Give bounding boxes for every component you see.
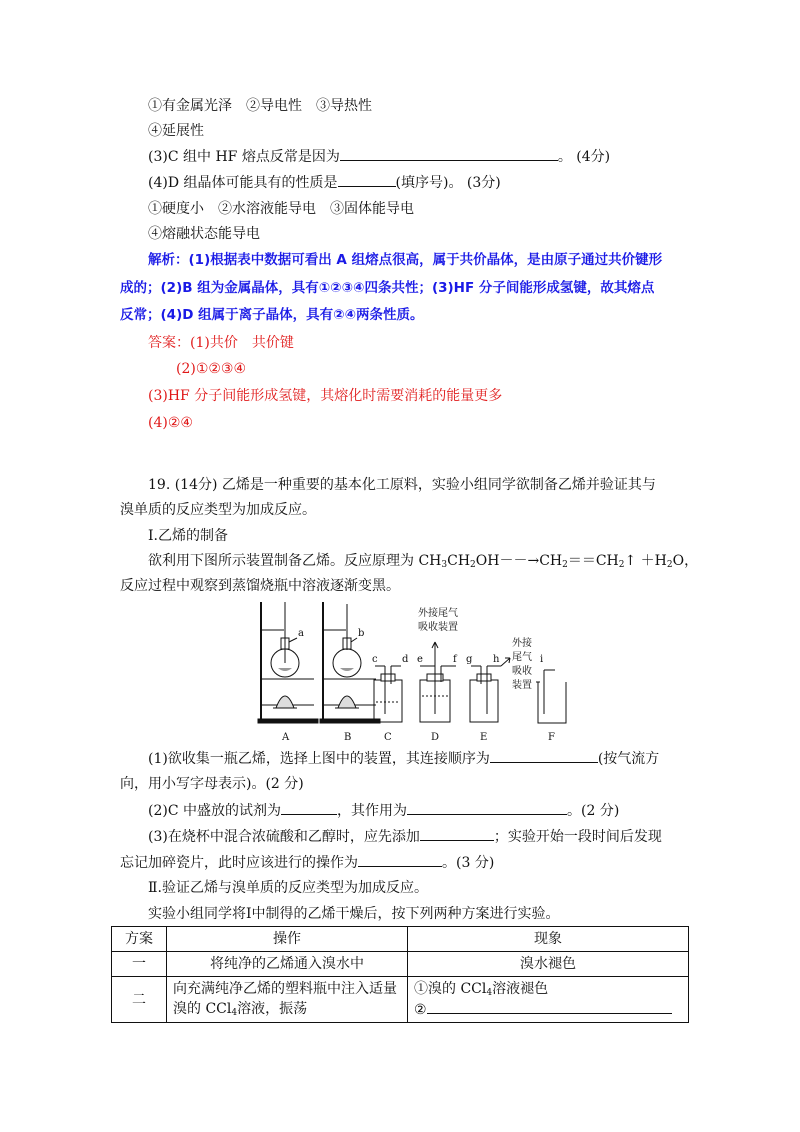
table-cell-text: 溴的 CCl (173, 1001, 232, 1017)
table-cell: 溴水褪色 (408, 952, 689, 977)
part-2-intro: 实验小组同学将Ⅰ中制得的乙烯干燥后，按下列两种方案进行实验。 (148, 906, 560, 922)
answer-blank (338, 172, 396, 187)
sub-question-3-text: (3)在烧杯中混合浓硫酸和乙醇时，应先添加 (148, 829, 420, 845)
reaction-arrow: －－→ (499, 553, 540, 569)
question-3 (148, 146, 610, 167)
answer-line-2: (2)①②③④ (176, 361, 247, 377)
sub-question-2-text-mid: ，其作用为 (337, 803, 407, 819)
answer-line-4: (4)②④ (148, 415, 193, 431)
sub-question-3 (148, 826, 662, 847)
answer-blank (281, 800, 337, 815)
table-cell: 二 (112, 977, 167, 1023)
answer-blank (427, 999, 672, 1014)
apparatus-f (536, 670, 566, 723)
reaction-principle: 欲利用下图所示装置制备乙烯。反应原理为 $CH_3CH_2OH--\to CH_2==CH_2↑ +H_2O$， (148, 553, 699, 570)
label-f: f (453, 654, 457, 665)
table-cell-line: 向充满纯净乙烯的塑料瓶中注入适量 (173, 981, 397, 997)
principle-text: O， (672, 553, 699, 569)
question-3-text: (3)C 组中 HF 熔点反常是因为 (148, 149, 340, 165)
table-cell (167, 977, 408, 1023)
caption-f: F (548, 732, 555, 743)
table-cell-text: 溶液，振荡 (237, 1001, 308, 1017)
part-1-title: Ⅰ.乙烯的制备 (148, 528, 228, 544)
tail-gas-label-2: 外接 (512, 638, 532, 649)
table-cell: 将纯净的乙烯通入溴水中 (167, 952, 408, 977)
apparatus-e (470, 658, 510, 722)
apparatus-b (320, 602, 380, 723)
sub-question-3-score: 。(3 分) (442, 855, 495, 871)
sub-question-2 (148, 800, 619, 821)
question-4-text: (4)D 组晶体可能具有的性质是 (148, 175, 338, 191)
table-cell-line: ①溴的 CCl$_4$溶液褪色 (414, 981, 549, 998)
tail-gas-label-1: 外接尾气 (418, 608, 458, 619)
label-e: e (417, 654, 423, 665)
analysis-line-1: 解析：(1)根据表中数据可看出 A 组熔点很高，属于共价晶体，是由原子通过共价键形 (148, 252, 663, 268)
label-i: i (540, 654, 544, 665)
table-header-row (112, 927, 689, 952)
answer-line-1: 答案：(1)共价 共价键 (148, 335, 294, 351)
table-header: 方案 (112, 927, 167, 952)
apparatus-c (374, 666, 402, 722)
table-cell-text: 溶液褪色 (492, 981, 549, 997)
label-a: a (298, 628, 304, 639)
apparatus-d (420, 642, 456, 722)
answer-blank (490, 748, 598, 763)
table-row (112, 952, 689, 977)
tail-gas-label-2b: 尾气 (512, 652, 532, 663)
options-list-2: ①硬度小 ②水溶液能导电 ③固体能导电 (148, 201, 414, 217)
sub-question-1-line-2: 向，用小写字母表示)。(2 分) (120, 776, 304, 792)
table-cell-line (414, 999, 682, 1020)
apparatus-figure (248, 602, 578, 744)
answer-blank (407, 800, 567, 815)
table-cell-text: ①溴的 CCl (414, 981, 487, 997)
answer-line-3: (3)HF 分子间能形成氢键，其熔化时需要消耗的能量更多 (148, 388, 503, 404)
sub-question-1 (148, 748, 659, 769)
options-list-1: ①有金属光泽 ②导电性 ③导热性 (148, 98, 372, 114)
label-d: d (402, 654, 409, 665)
sub-question-2-score: 。(2 分) (567, 803, 620, 819)
analysis-line-3: 反常；(4)D 组属于离子晶体，具有②④两条性质。 (120, 307, 424, 323)
caption-d: D (431, 732, 440, 743)
principle-text: CH (447, 553, 471, 569)
tail-gas-label-2c: 吸收 (512, 666, 532, 677)
experiment-table (111, 926, 689, 1023)
question-4-score: (填序号)。 (3分) (395, 175, 501, 191)
q19-intro-1: 19. (14分) 乙烯是一种重要的基本化工原料，实验小组同学欲制备乙烯并验证其与 (148, 477, 656, 493)
table-header: 操作 (167, 927, 408, 952)
principle-text: ＝＝CH (567, 553, 619, 569)
label-c: c (372, 654, 378, 665)
sub-question-3-line-2 (120, 852, 494, 873)
sub-question-1-text: (1)欲收集一瓶乙烯，选择上图中的装置，其连接顺序为 (148, 751, 490, 767)
table-cell (408, 977, 689, 1023)
question-3-score: 。 (4分) (557, 149, 611, 165)
caption-e: E (480, 732, 488, 743)
principle-text: ↑ ＋H (624, 553, 667, 569)
q19-intro-2: 溴单质的反应类型为加成反应。 (120, 502, 316, 518)
principle-text: OH (475, 553, 500, 569)
answer-blank (340, 146, 558, 161)
options-list-1-cont: ④延展性 (148, 123, 204, 139)
apparatus-a (258, 602, 318, 723)
answer-blank (358, 852, 442, 867)
table-cell-line: 溴的 CCl$_4$溶液，振荡 (173, 1001, 308, 1018)
question-4 (148, 172, 501, 193)
caption-a: A (282, 732, 290, 743)
tail-gas-label-1b: 吸收装置 (418, 622, 458, 633)
answer-blank (420, 826, 494, 841)
table-cell-text: ② (414, 1002, 427, 1018)
table-row (112, 977, 689, 1023)
table-header: 现象 (408, 927, 689, 952)
principle-line-2: 反应过程中观察到蒸馏烧瓶中溶液逐渐变黑。 (120, 578, 400, 594)
sub-question-1-text-cont: (按气流方 (597, 751, 660, 767)
sub-question-3-line-2-text: 忘记加碎瓷片，此时应该进行的操作为 (120, 855, 358, 871)
table-cell: 一 (112, 952, 167, 977)
caption-b: B (344, 732, 352, 743)
sub-question-2-text: (2)C 中盛放的试剂为 (148, 803, 281, 819)
label-h: h (493, 654, 500, 665)
tail-gas-label-2d: 装置 (512, 680, 532, 691)
options-list-2-cont: ④熔融状态能导电 (148, 226, 260, 242)
analysis-line-2: 成的；(2)B 组为金属晶体，具有①②③④四条共性；(3)HF 分子间能形成氢键，故其熔点 (120, 280, 655, 296)
caption-c: C (384, 732, 392, 743)
label-g: g (466, 654, 473, 665)
principle-text: 欲利用下图所示装置制备乙烯。反应原理为 CH (148, 553, 442, 569)
sub-question-3-text-cont: ；实验开始一段时间后发现 (493, 829, 662, 845)
label-b: b (358, 628, 365, 639)
part-2-title: Ⅱ.验证乙烯与溴单质的反应类型为加成反应。 (148, 880, 428, 896)
